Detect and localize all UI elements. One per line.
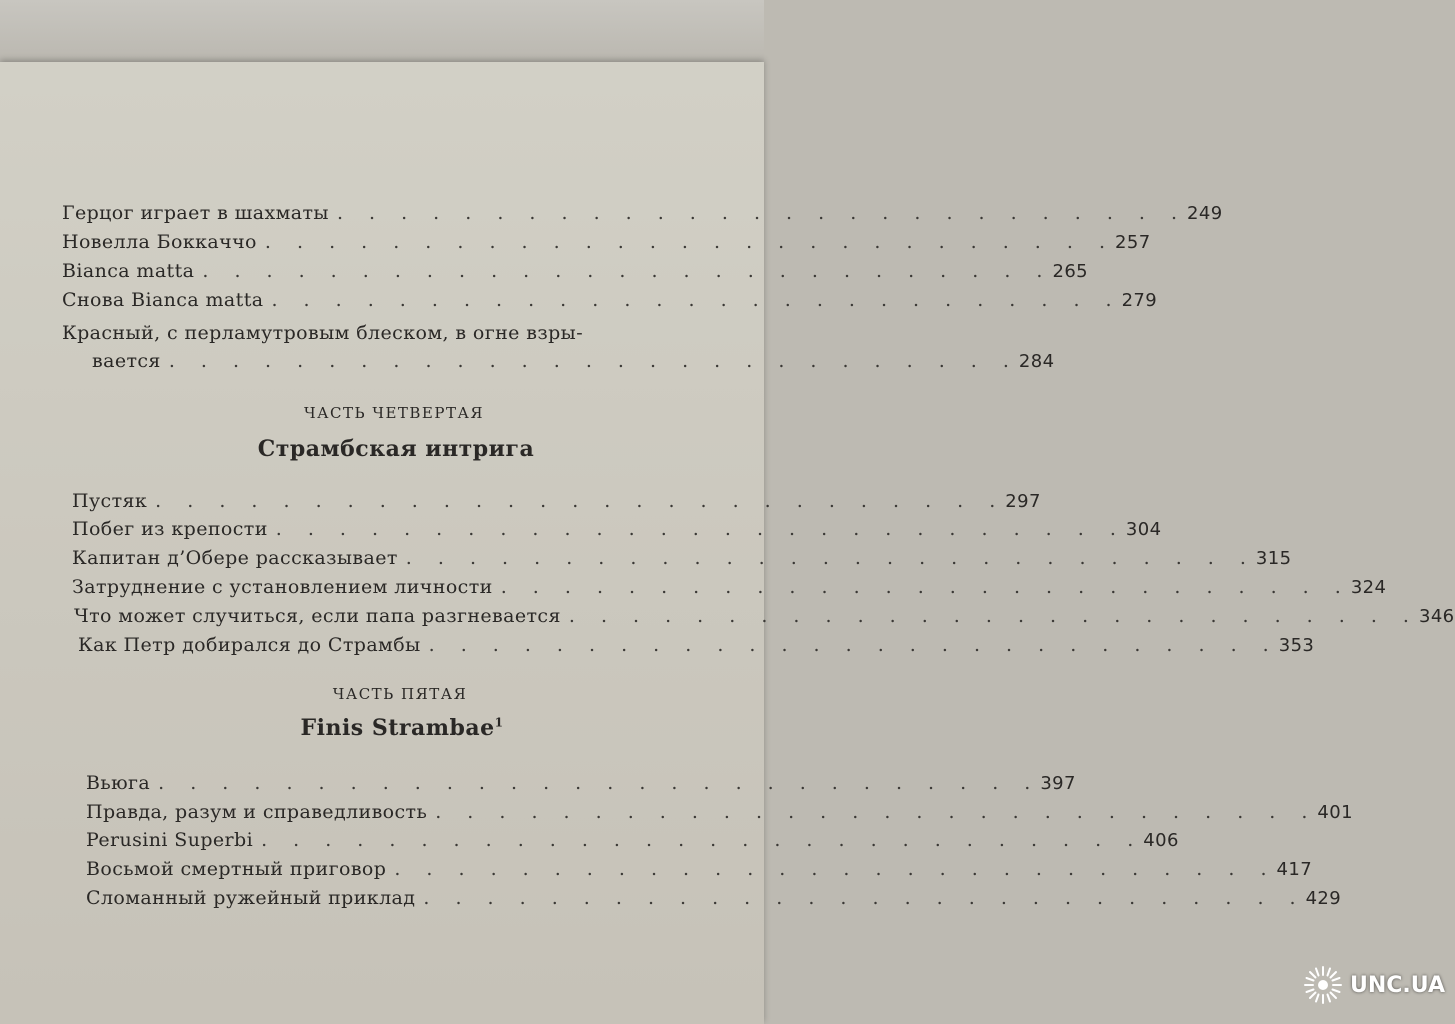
toc-entry [72,514,1162,544]
toc-entry [72,572,1387,602]
leader-dots: . . . . . . . . . . . . . . . . . . . . . . . . . . . [202,260,1053,282]
leader-dots: . . . . . . . . . . . . . . . . . . . . . . . . . . . [271,289,1122,311]
toc-entry-title: Герцог играет в шахматы [62,202,329,224]
part-label: ЧАСТЬ ПЯТАЯ [332,685,468,703]
toc-entry-title: Новелла Боккаччо [62,231,257,253]
leader-dots: . . . . . . . . . . . . . . . . . . . . . . . . . . . . [261,829,1144,851]
footnote-mark: 1 [494,715,504,730]
toc-entry-title: Вьюга [86,772,151,794]
leader-dots: . . . . . . . . . . . . . . . . . . . . . . . . . . . [405,547,1256,569]
toc-entry [62,285,1158,315]
toc-entry-title: Красный, с перламутровым блеском, в огне взры- [62,322,584,344]
toc-entry-title: Затруднение с установлением личности [72,576,493,598]
toc-entry-title: Снова Bianca matta [62,289,264,311]
toc-entry [62,256,1089,286]
toc-entry-title: Капитан д’Обере рассказывает [72,547,398,569]
toc-entry-title: Bianca matta [62,260,195,282]
toc-entry-page: 297 [1005,491,1041,512]
toc-entry-page: 397 [1040,773,1076,794]
toc-entry-title: Что может случиться, если папа разгневается [74,605,561,627]
watermark [1302,964,1445,1006]
toc-entry-page: 324 [1350,577,1387,598]
toc-entry [86,825,1179,855]
toc-entry-title-continuation: вается [92,350,161,372]
toc-entry-page: 401 [1317,802,1353,823]
toc-entry [86,883,1342,913]
part-title-text: Finis Strambae [300,715,495,741]
leader-dots: . . . . . . . . . . . . . . . . . . . . . . . . . . . [428,634,1279,656]
toc-entry [78,630,1315,660]
toc-entry-title: Восьмой смертный приговор [86,858,387,880]
toc-entry-title: Perusini Superbi [86,829,254,851]
toc-entry [86,854,1313,884]
watermark-text: UNC.UA [1350,972,1445,998]
toc-entry-title: Как Петр добирался до Страмбы [78,634,421,656]
toc-entry-title: Пустяк [72,490,148,512]
sunburst-logo-icon [1302,964,1344,1006]
toc-entry [74,601,1455,631]
toc-entry-page: 346 [1418,606,1455,627]
toc-entry-page: 279 [1121,290,1158,311]
leader-dots: . . . . . . . . . . . . . . . . . . . . . . . . . . . . [394,858,1277,880]
leader-dots: . . . . . . . . . . . . . . . . . . . . . . . . . . . . [423,887,1306,909]
leader-dots: . . . . . . . . . . . . . . . . . . . . . . . . . . . [264,231,1116,253]
toc-entry [92,346,1055,376]
toc-entry-page: 429 [1305,888,1342,909]
toc-entry [62,198,1223,228]
part-title [20,715,784,741]
toc-entry-page: 417 [1276,859,1313,880]
leader-dots: . . . . . . . . . . . . . . . . . . . . . . . . . . . [275,518,1126,540]
toc-entry-title: Сломанный ружейный приклад [86,887,416,909]
leader-dots: . . . . . . . . . . . . . . . . . . . . . . . . . . . . [435,801,1318,823]
toc-entry-title: Правда, разум и справедливость [86,801,428,823]
toc-entry [72,543,1292,573]
background-surface [0,0,764,70]
leader-dots: . . . . . . . . . . . . . . . . . . . . . . . . . . . . [158,772,1041,794]
leader-dots: . . . . . . . . . . . . . . . . . . . . . . . . . . . [336,202,1188,224]
part-title: Страмбская интрига [257,436,535,462]
toc-entry-page: 353 [1278,635,1315,656]
part-label: ЧАСТЬ ЧЕТВЕРТАЯ [304,404,484,422]
leader-dots: . . . . . . . . . . . . . . . . . . . . . . . . . . . [155,490,1006,512]
toc-entry-page: 304 [1125,519,1162,540]
toc-entry-page: 284 [1018,351,1055,372]
toc-entry [62,227,1151,257]
toc-entry-page: 257 [1115,232,1151,253]
toc-entry-page: 406 [1143,830,1179,851]
toc-entry-title: Побег из крепости [72,518,268,540]
toc-entry [86,797,1353,827]
leader-dots: . . . . . . . . . . . . . . . . . . . . . . . . . . . [168,350,1019,372]
toc-entry-page: 249 [1187,203,1223,224]
toc-entry-page: 265 [1052,261,1089,282]
leader-dots: . . . . . . . . . . . . . . . . . . . . . . . . . . . [500,576,1351,598]
leader-dots: . . . . . . . . . . . . . . . . . . . . . . . . . . . [568,605,1419,627]
toc-entry [86,768,1076,798]
toc-entry-page: 315 [1255,548,1292,569]
toc-entry [72,486,1041,516]
